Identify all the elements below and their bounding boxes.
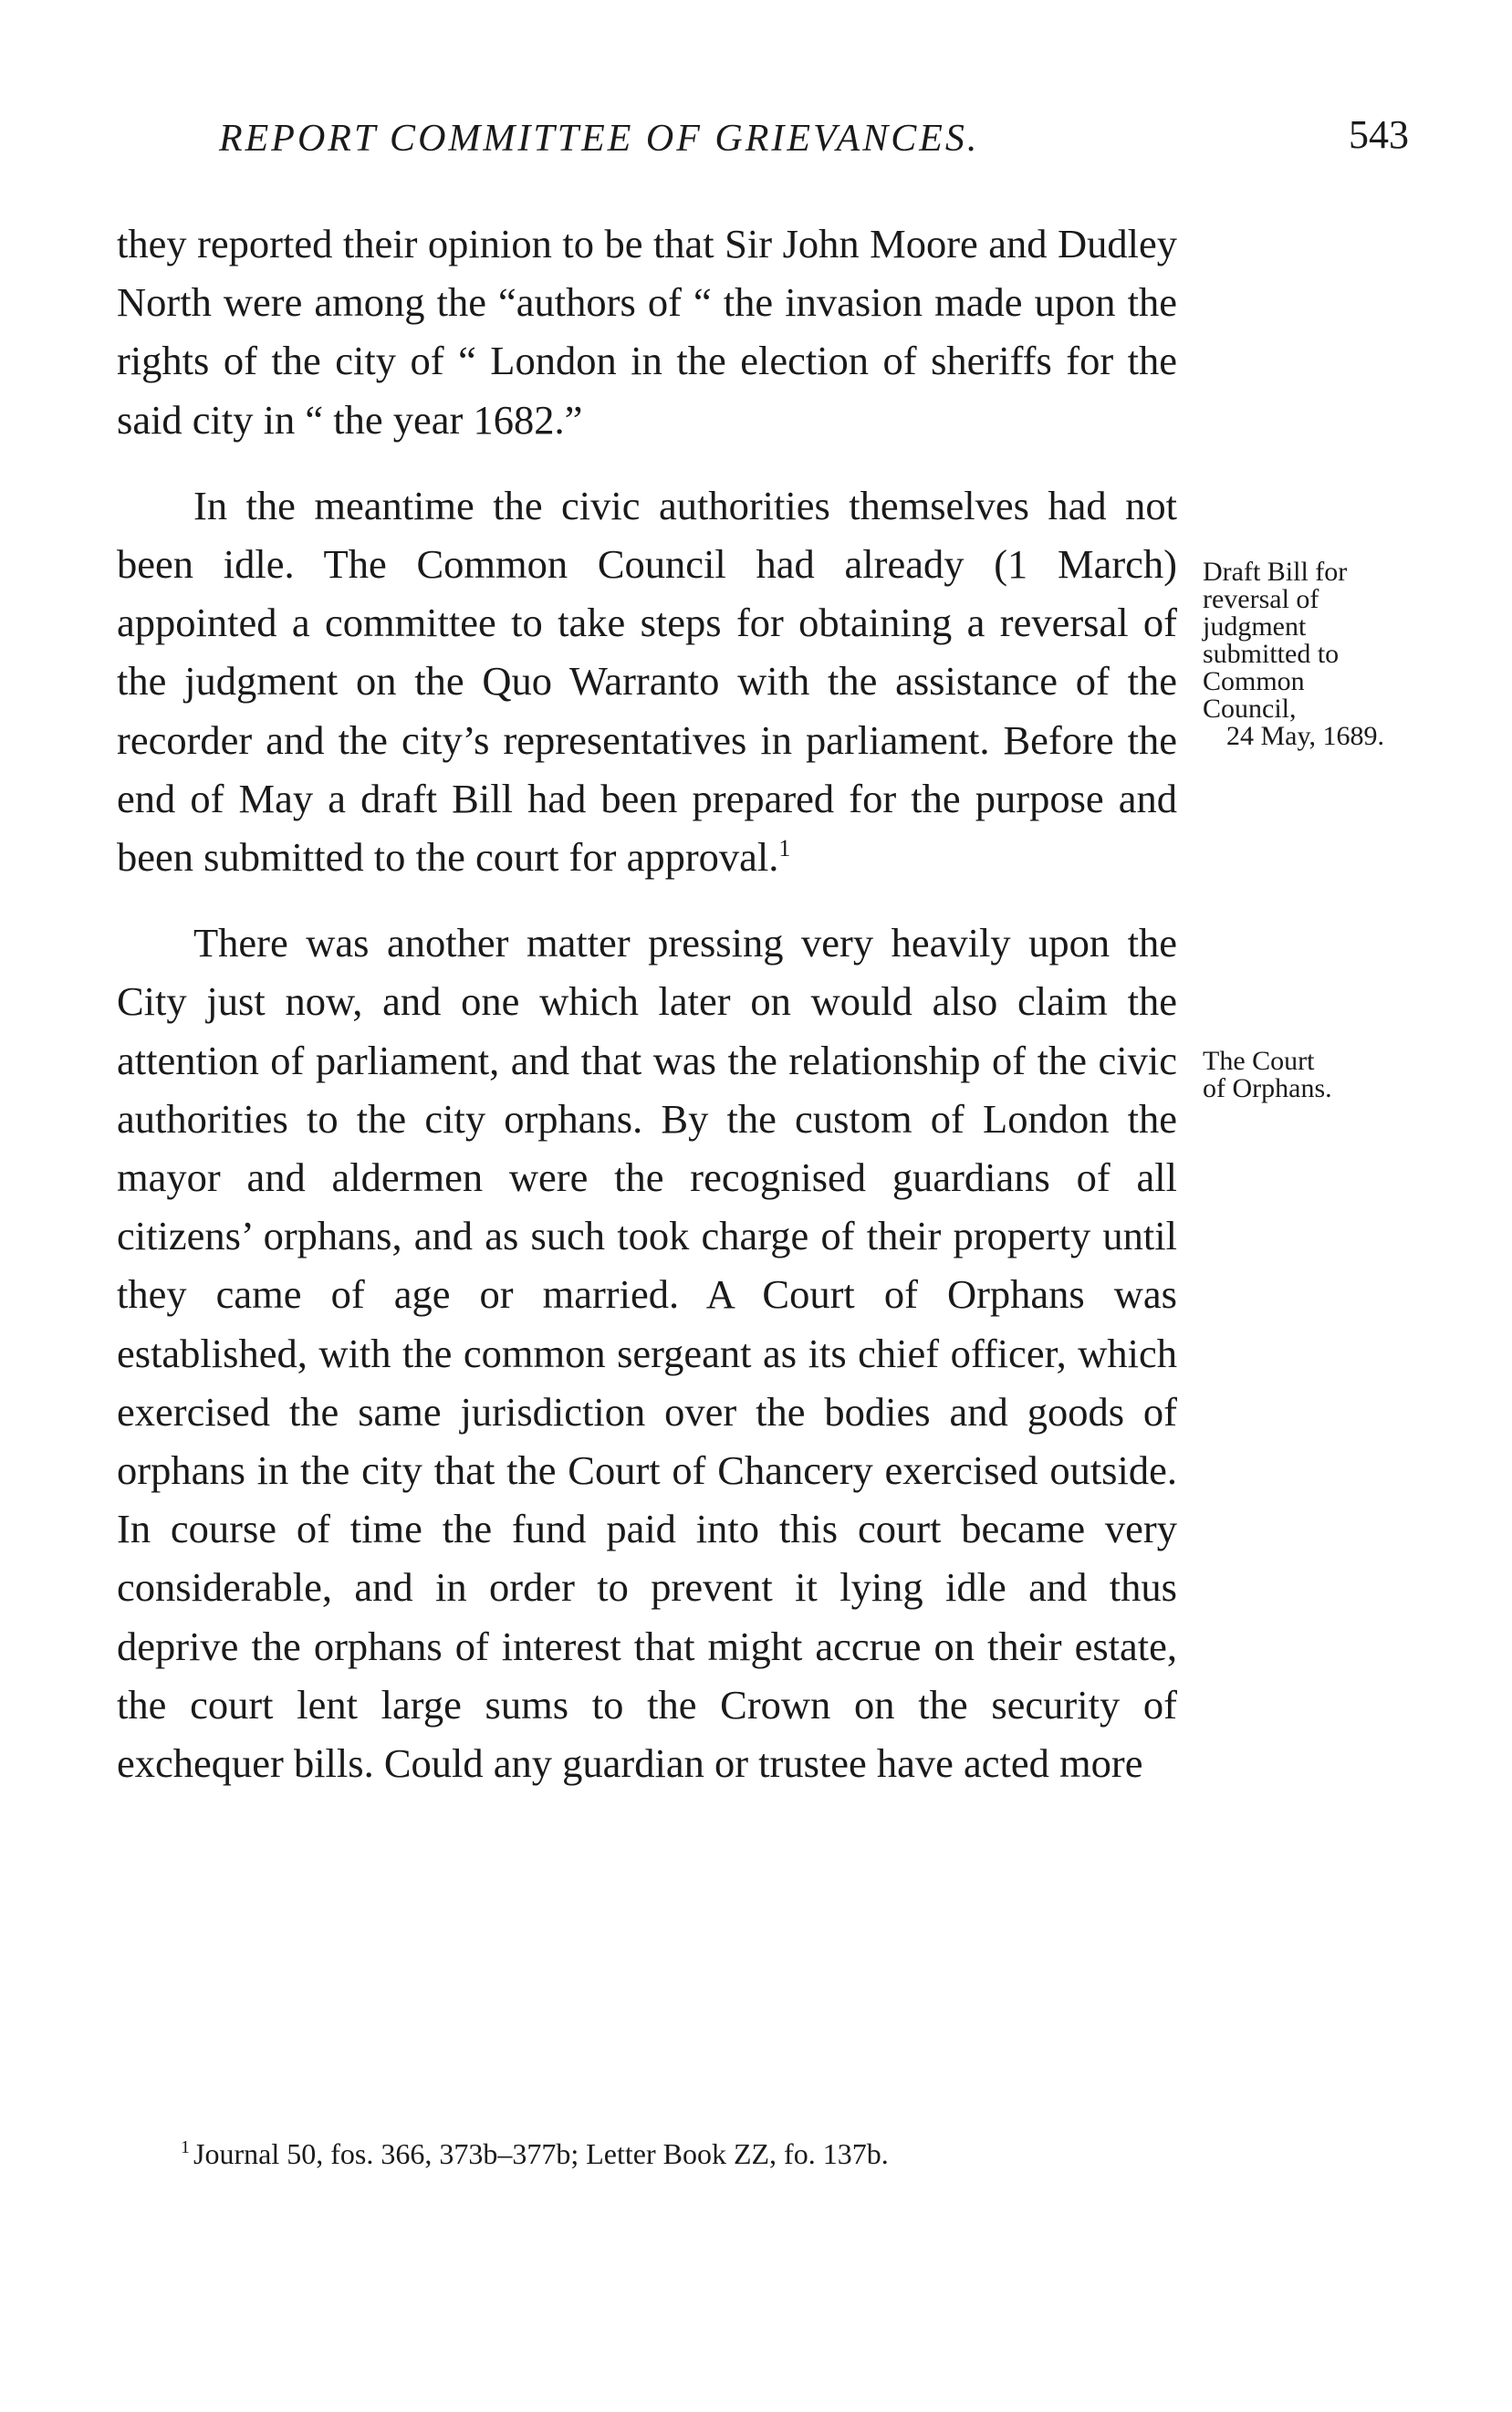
footnote-mark: 1	[181, 2137, 190, 2158]
paragraph-continuation: they reported their opinion to be that Sir John Moore and Dudley North were among the “authors of “ the invasion made upon the rights of the city of “ London in the election of sheriffs for the said city in “ the year 1682.”	[117, 221, 1177, 443]
footnote-text: Journal 50, fos. 366, 373b–377b; Letter Book ZZ, fo. 137b.	[193, 2137, 889, 2170]
marginal-note-line: of Orphans.	[1203, 1073, 1332, 1103]
running-head: REPORT COMMITTEE OF GRIEVANCES.	[219, 118, 980, 160]
footnote-reference: 1	[778, 835, 791, 862]
paragraph-civic-authorities	[117, 476, 1177, 886]
marginal-note-line: Draft Bill for	[1203, 557, 1348, 587]
marginal-note-line: reversal of	[1203, 584, 1319, 614]
page-number: 543	[1349, 112, 1409, 157]
footnote	[181, 2137, 889, 2171]
marginal-note-date: 24 May, 1689.	[1226, 721, 1385, 751]
main-text	[117, 214, 1177, 1792]
paragraph-text: In the meantime the civic authorities themselves had not been idle. The Common Council had already (1 March) appointed a committee to take steps for obtaining a reversal of the judgment on the Quo Warranto with the assistance of the recorder and the city’s representatives in parliament. Before the end of May a draft Bill had been prepared for the purpose and been submitted to the court for approval.	[117, 482, 1177, 881]
marginal-note-line: Common	[1203, 666, 1305, 696]
marginal-note-line: judgment	[1203, 611, 1307, 642]
marginal-note-line: The Court	[1203, 1046, 1315, 1076]
marginal-note-line: Council,	[1203, 694, 1297, 724]
marginal-note-line: submitted to	[1203, 639, 1340, 669]
marginal-note-draft-bill	[1203, 559, 1495, 750]
marginal-note-court-of-orphans	[1203, 1048, 1495, 1102]
paragraph-court-of-orphans: There was another matter pressing very heavily upon the City just now, and one which later on would also claim the attention of parliament, and that was the relationship of the civic authorities to the city orphans. By the custom of London the mayor and aldermen were the recognised guardians of all citizens’ orphans, and as such took charge of their property until they came of age or married. A Court of Orphans was established, with the common sergeant as its chief officer, which exercised the same jurisdiction over the bodies and goods of orphans in the city that the Court of Chancery exercised outside. In course of time the fund paid into this court became very considerable, and in order to prevent it lying idle and thus deprive the orphans of interest that might accrue on their estate, the court lent large sums to the Crown on the security of exchequer bills. Could any guardian or trustee have acted more	[117, 920, 1177, 1787]
